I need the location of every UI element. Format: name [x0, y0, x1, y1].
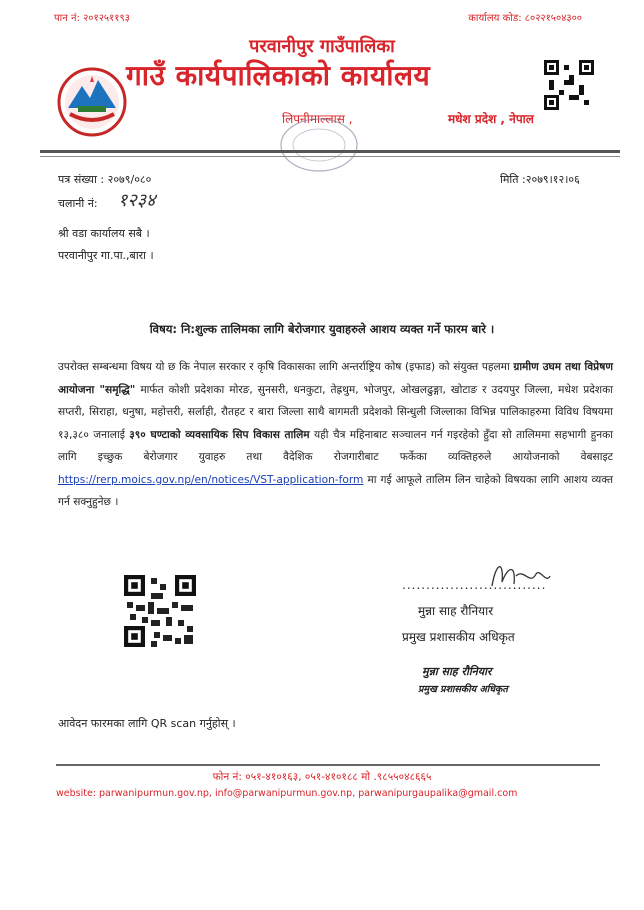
signer-title: प्रमुख प्रशासकीय अधिकृत [402, 630, 515, 644]
qr-instruction: आवेदन फारमका लागि QR scan गर्नुहोस् । [58, 717, 236, 730]
province-name: मधेश प्रदेश , नेपाल [448, 112, 534, 126]
office-stamp-icon [276, 116, 362, 174]
footer-website: website: parwanipurmun.gov.np, info@parwanipurmun.gov.np, parwanipurgaupalika@gmail.com [56, 788, 518, 799]
body-text-1: उपरोक्त सम्बन्धमा विषय यो छ कि नेपाल सरकार र कृषि विकासका लागि अन्तर्राष्ट्रिय कोष (इफाड) को संयुक्त पहलमा [58, 361, 514, 373]
office-title: गाउँ कार्यपालिकाको कार्यालय [126, 59, 431, 92]
letter-subject: विषय: नि:शुल्क तालिमका लागि बेरोजगार युवाहरुले आशय व्यक्त गर्ने फारम बारे । [149, 322, 495, 336]
header-rule-thin [40, 156, 620, 157]
recipient-line-2: परवानीपुर गा.पा.,बारा । [58, 249, 154, 262]
reference-number: पत्र संख्या : २०७९/०८० [58, 173, 152, 186]
letter-date: मिति :२०७९।१२।०६ [500, 173, 580, 186]
municipality-name: परवानीपुर गाउँपालिका [249, 36, 395, 57]
dispatch-number: १२३४ [118, 190, 156, 211]
dispatch-label: चलानी नं: [58, 197, 98, 210]
name-stamp: मुन्ना साह रौनियार [422, 665, 492, 678]
footer-rule [56, 764, 600, 766]
pan-number: पान नं: २०१२५११९३ [54, 13, 130, 24]
district-name: लिपनीमाल्लास , [282, 112, 353, 126]
footer-phone: फोन नं: ०५१-४१०१६३, ०५१-४१०१८८ मो .९८५५०४८६६५ [212, 771, 432, 783]
application-qr-code [124, 575, 196, 647]
application-form-link[interactable]: https://rerp.moics.gov.np/en/notices/VST-application-form [58, 473, 364, 486]
header-rule-thick [40, 150, 620, 153]
body-text-3: यही चैत्र महिनाबाट सञ्चालन गर्न गइरहेको हुँदा सो तालिममा सहभागी हुनका लागि इच्छुक बेरोजगार युवाहरु तथा वैदेशिक रोजगारीबाट फर्केका व्यक्तिहरुले आयोजनाको वेबसाइट [58, 428, 613, 463]
letter-body [58, 356, 613, 514]
signature-line: .............................. [402, 578, 547, 592]
body-bold-2: ३९० घण्टाको व्यवसायिक सिप विकास तालिम [129, 428, 310, 441]
qr-code-icon [544, 60, 594, 110]
body-bold-1: ग्रामीण उघम तथा विप्रेषण आयोजना "समृद्धि" [58, 361, 613, 396]
body-text-4: मा गई आफूले तालिम लिन चाहेको विषयका लागि आशय व्यक्त गर्न सक्नुहुनेछ । [58, 473, 613, 508]
office-code: कार्यालय कोड: ८०२२१५०४३०० [468, 13, 582, 24]
nepal-emblem-icon [56, 66, 128, 138]
body-text-2: मार्फत कोशी प्रदेशका मोरङ, सुनसरी, धनकुटा, तेह्रथुम, भोजपुर, ओखलढुङ्गा, खोटाङ र उदयपुर जिल्ला, मधेश प्रदेशका सप्तरी, सिराहा, धनुषा, महोत्तरी, सर्लाही, रौतहट र बारा जिल्ला साथै बागमती प्रदेशको सिन्धुली जिल्लाका विभिन्न पालिकाहरुमा विविध विषयमा १३,३८० जनालाई [58, 383, 613, 441]
title-stamp: प्रमुख प्रशासकीय अधिकृत [418, 684, 508, 695]
signer-name: मुन्ना साह रौनियार [418, 604, 494, 618]
recipient-line-1: श्री वडा कार्यालय सबै । [58, 227, 150, 240]
